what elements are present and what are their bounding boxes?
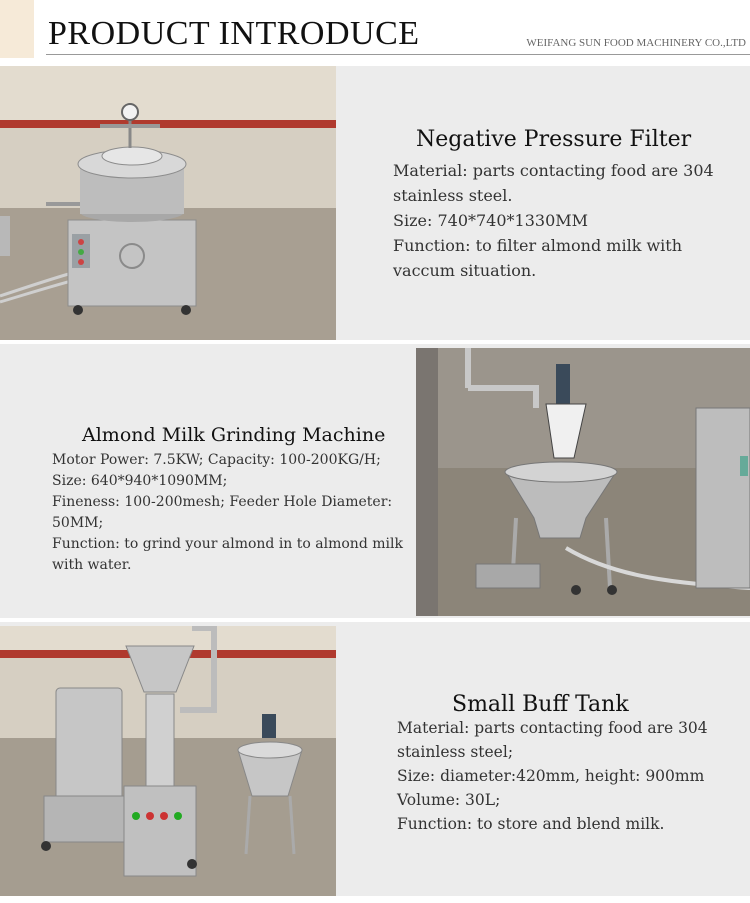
spec-line: Function: to grind your almond in to almond milk xyxy=(52,536,403,552)
pressure-filter-photo xyxy=(0,66,336,340)
header-accent xyxy=(0,0,34,58)
product-section-filter xyxy=(0,66,750,340)
spec-line: Fineness: 100-200mesh; Feeder Hole Diameter: xyxy=(52,494,393,510)
product-section-tank xyxy=(0,622,750,896)
product-title: Small Buff Tank xyxy=(452,692,629,717)
spec-line: Size: diameter:420mm, height: 900mm xyxy=(397,767,705,785)
product-spec-list xyxy=(393,158,714,283)
product-spec-list xyxy=(397,716,708,836)
page-header xyxy=(0,0,750,62)
product-title: Negative Pressure Filter xyxy=(416,127,692,152)
spec-line: Volume: 30L; xyxy=(397,791,501,809)
spec-line: with water. xyxy=(52,557,132,573)
page-title: PRODUCT INTRODUCE xyxy=(48,15,420,52)
spec-line: Function: to filter almond milk with xyxy=(393,236,683,255)
mixing-tank-photo xyxy=(416,348,750,616)
spec-line: Motor Power: 7.5KW; Capacity: 100-200KG/H; xyxy=(52,452,381,468)
spec-line: stainless steel; xyxy=(397,743,514,761)
colloid-mill-photo xyxy=(0,626,336,896)
spec-line: Material: parts contacting food are 304 xyxy=(397,719,708,737)
spec-line: stainless steel. xyxy=(393,186,513,205)
spec-line: Size: 640*940*1090MM; xyxy=(52,473,228,489)
company-name: WEIFANG SUN FOOD MACHINERY CO.,LTD xyxy=(526,37,746,49)
spec-line: Function: to store and blend milk. xyxy=(397,815,665,833)
spec-line: 50MM; xyxy=(52,515,104,531)
spec-line: Size: 740*740*1330MM xyxy=(393,211,589,230)
product-spec-list xyxy=(52,450,403,576)
header-divider xyxy=(46,54,750,55)
product-section-grinder xyxy=(0,344,750,618)
spec-line: vaccum situation. xyxy=(393,261,537,280)
product-title: Almond Milk Grinding Machine xyxy=(82,424,386,446)
spec-line: Material: parts contacting food are 304 xyxy=(393,161,714,180)
